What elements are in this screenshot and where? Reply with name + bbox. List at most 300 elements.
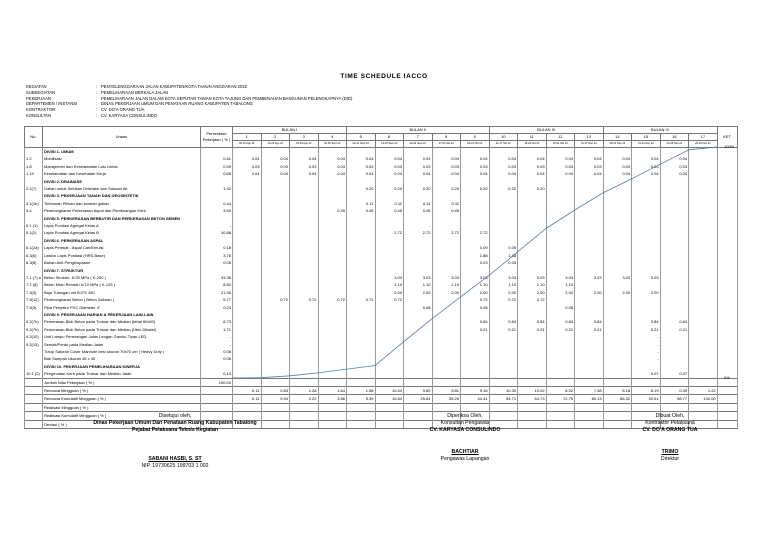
- week-value: [318, 326, 347, 333]
- week-value: [546, 259, 575, 266]
- row-no: [25, 355, 43, 362]
- week-value: 0.04: [347, 155, 376, 162]
- week-value: [489, 333, 518, 340]
- header-week: 12: [546, 134, 575, 141]
- empty-cell: [518, 267, 547, 274]
- table-row: [25, 259, 738, 266]
- empty-cell: [404, 237, 433, 244]
- table-row: [25, 185, 738, 192]
- week-value: [432, 304, 461, 311]
- week-value: [603, 207, 632, 214]
- week-value: [404, 370, 433, 378]
- row-uraian: Keselamatan dan Kesehatan Kerja: [43, 170, 201, 177]
- week-value: [375, 259, 404, 266]
- week-value: [689, 229, 718, 236]
- week-value: 2.00: [575, 289, 604, 296]
- summary-value: [347, 420, 376, 428]
- summary-total: [201, 403, 233, 411]
- week-value: [660, 244, 689, 251]
- empty-cell: [318, 192, 347, 199]
- summary-value: [290, 412, 319, 420]
- week-value: [261, 185, 290, 192]
- week-value: 0.11: [404, 200, 433, 207]
- week-value: [461, 207, 490, 214]
- empty-cell: [201, 148, 233, 156]
- row-uraian: Baja Tulangan ulir BJTS 280: [43, 289, 201, 296]
- week-value: [233, 296, 262, 303]
- signature-role: Pengawas Lapangan: [440, 456, 490, 462]
- row-ket: [717, 185, 737, 192]
- row-no: [25, 148, 43, 156]
- week-value: [689, 200, 718, 207]
- row-no: 2.1(7): [25, 185, 43, 192]
- empty-cell: [717, 192, 737, 199]
- row-uraian: Beton Mutu Rendah fc'10 MPa ( K-125 ): [43, 281, 201, 288]
- week-value: [518, 222, 547, 229]
- week-value: [233, 252, 262, 259]
- week-value: 1.88: [461, 252, 490, 259]
- week-value: [375, 370, 404, 378]
- empty-cell: [375, 192, 404, 199]
- week-value: 0.09: [489, 244, 518, 251]
- row-uraian: Pengecatan Kerb pada Trotoar dan Median Jalan: [43, 370, 201, 378]
- week-value: [518, 348, 547, 355]
- empty-cell: [546, 148, 575, 156]
- empty-cell: [717, 363, 737, 370]
- week-value: 0.45: [375, 207, 404, 214]
- summary-value: 86.32: [603, 395, 632, 403]
- week-value: [261, 333, 290, 340]
- empty-cell: [432, 148, 461, 156]
- empty-cell: [717, 311, 737, 318]
- row-no: 5.1 (1): [25, 222, 43, 229]
- week-value: [318, 244, 347, 251]
- info-value: DINAS PEKERJAAN UMUM DAN PENATAAN RUANG KABUPATEN TABALONG: [101, 101, 253, 107]
- info-value: PENYELENGGARAAN JALAN KABUPATEN/KOTA TAHUN ANGGARAN 2022: [101, 84, 247, 89]
- week-value: [689, 326, 718, 333]
- week-value: [347, 289, 376, 296]
- row-ket: [717, 170, 737, 177]
- week-value: [546, 355, 575, 362]
- row-ket: [717, 318, 737, 325]
- division-row: [25, 148, 738, 156]
- summary-value: [575, 420, 604, 428]
- empty-cell: [432, 178, 461, 185]
- summary-row: [25, 395, 738, 403]
- header-date: 06-15 Agu 22: [233, 141, 262, 148]
- week-value: [689, 304, 718, 311]
- summary-value: [575, 403, 604, 411]
- summary-value: 9.80: [404, 387, 433, 395]
- week-value: [603, 281, 632, 288]
- summary-value: 72.75: [546, 395, 575, 403]
- week-value: [290, 289, 319, 296]
- week-value: [318, 229, 347, 236]
- week-value: 0.04: [660, 170, 689, 177]
- row-no: [25, 395, 43, 403]
- empty-cell: [603, 237, 632, 244]
- week-value: [575, 222, 604, 229]
- week-value: [546, 341, 575, 348]
- week-value: [261, 274, 290, 281]
- table-row: [25, 170, 738, 177]
- row-ket: [717, 333, 737, 340]
- empty-cell: [660, 148, 689, 156]
- week-value: [290, 229, 319, 236]
- week-value: [689, 222, 718, 229]
- week-value: 0.45: [347, 207, 376, 214]
- row-bobot: 10.88: [201, 229, 233, 236]
- week-value: 0.20: [489, 185, 518, 192]
- summary-value: [318, 412, 347, 420]
- week-value: [318, 304, 347, 311]
- summary-value: [347, 412, 376, 420]
- empty-cell: [575, 311, 604, 318]
- schedule-table: [24, 126, 738, 429]
- week-value: -: [632, 341, 661, 348]
- week-value: 0.03: [290, 163, 319, 170]
- row-bobot: 0.59: [201, 163, 233, 170]
- summary-value: [660, 378, 689, 386]
- summary-value: [660, 403, 689, 411]
- info-row: KONTRAKTOR : CV. DO'A ORANG TUA: [26, 107, 145, 113]
- table-row: [25, 348, 738, 355]
- table-row: [25, 155, 738, 162]
- row-no: [25, 387, 43, 395]
- empty-cell: [318, 178, 347, 185]
- project-info: [26, 84, 352, 119]
- header-week: 2: [261, 134, 290, 141]
- week-value: 2.72: [461, 229, 490, 236]
- week-value: [489, 355, 518, 362]
- week-value: [404, 252, 433, 259]
- week-value: [632, 252, 661, 259]
- row-uraian: Beton Struktur, fc'20 MPa ( K-250 ): [43, 274, 201, 281]
- week-value: 0.04: [233, 155, 262, 162]
- week-value: [290, 355, 319, 362]
- week-value: [575, 207, 604, 214]
- empty-cell: [660, 267, 689, 274]
- week-value: [632, 304, 661, 311]
- empty-cell: [518, 178, 547, 185]
- week-value: [632, 259, 661, 266]
- summary-value: [489, 378, 518, 386]
- week-value: [689, 333, 718, 340]
- week-value: [347, 355, 376, 362]
- summary-value: [261, 403, 290, 411]
- table-row: [25, 252, 738, 259]
- week-value: [546, 185, 575, 192]
- table-row: [25, 163, 738, 170]
- week-value: 3.03: [432, 274, 461, 281]
- empty-cell: [261, 237, 290, 244]
- week-value: [404, 326, 433, 333]
- week-value: 0.07: [660, 370, 689, 378]
- summary-total: [201, 395, 233, 403]
- summary-value: 0.11: [233, 395, 262, 403]
- header-date: 29-30 Des 22: [689, 141, 718, 148]
- week-value: [660, 200, 689, 207]
- week-value: [290, 274, 319, 281]
- week-value: 0.84: [518, 318, 547, 325]
- week-value: 3.03: [632, 274, 661, 281]
- header-week: 17: [689, 134, 718, 141]
- info-key: DEPARTEMEN / INSTANSI: [26, 101, 78, 107]
- week-value: 0.21: [518, 326, 547, 333]
- week-value: 0.04: [461, 155, 490, 162]
- row-no: 7.1 (7) a: [26, 274, 41, 280]
- empty-cell: [689, 267, 718, 274]
- week-value: 0.04: [375, 170, 404, 177]
- week-value: 0.03: [575, 163, 604, 170]
- week-value: 0.08: [404, 304, 433, 311]
- week-value: [347, 229, 376, 236]
- empty-cell: [689, 178, 718, 185]
- row-ket: [717, 222, 737, 229]
- empty-cell: [261, 192, 290, 199]
- summary-value: 9.81: [432, 387, 461, 395]
- week-value: [689, 207, 718, 214]
- week-value: [603, 318, 632, 325]
- row-ket: [717, 229, 737, 236]
- week-value: [603, 296, 632, 303]
- week-value: [546, 252, 575, 259]
- row-bobot: 0.68: [201, 170, 233, 177]
- week-value: [347, 222, 376, 229]
- row-uraian: Tutup Saluran Cover Manhole besi ukuran 70x70 cm ( Heavy Duty ): [43, 348, 201, 355]
- row-no: 9.2(7b): [25, 326, 43, 333]
- week-value: [432, 296, 461, 303]
- week-value: [489, 222, 518, 229]
- week-value: [632, 281, 661, 288]
- week-value: 0.20: [518, 185, 547, 192]
- week-value: [347, 281, 376, 288]
- week-value: [632, 222, 661, 229]
- week-value: [432, 341, 461, 348]
- week-value: 0.04: [261, 170, 290, 177]
- division-label: DIVISI 1. UMUM: [43, 148, 201, 156]
- week-value: [290, 244, 319, 251]
- summary-value: [575, 412, 604, 420]
- week-value: 1.10: [518, 281, 547, 288]
- week-value: [290, 200, 319, 207]
- week-value: -: [632, 333, 661, 340]
- empty-cell: [489, 192, 518, 199]
- summary-value: [432, 378, 461, 386]
- empty-cell: [290, 215, 319, 222]
- week-value: 0.72: [318, 296, 347, 303]
- summary-value: 44.41: [461, 395, 490, 403]
- row-ket: [717, 163, 737, 170]
- division-row: [25, 192, 738, 199]
- week-value: [632, 207, 661, 214]
- empty-cell: [546, 311, 575, 318]
- week-value: 2.00: [518, 289, 547, 296]
- summary-value: 10.44: [375, 387, 404, 395]
- week-value: 0.03: [660, 163, 689, 170]
- info-row: KONSULTAN : CV. KARYASA CONSULINDO: [26, 112, 158, 118]
- week-value: [233, 259, 262, 266]
- empty-cell: [290, 363, 319, 370]
- division-row: [25, 215, 738, 222]
- week-value: 0.04: [575, 155, 604, 162]
- row-no: 10.1 (2): [25, 370, 43, 378]
- week-value: 0.21: [575, 326, 604, 333]
- summary-value: [375, 403, 404, 411]
- week-value: [375, 222, 404, 229]
- empty-cell: [432, 311, 461, 318]
- header-date: 15-21 Nop 22: [632, 141, 661, 148]
- week-value: [603, 355, 632, 362]
- week-value: [375, 326, 404, 333]
- row-no: 5.1(2): [25, 229, 43, 236]
- summary-value: [347, 378, 376, 386]
- summary-label: Jumlah Nilai Pekerjaan ( % ): [43, 378, 201, 386]
- empty-cell: [518, 363, 547, 370]
- row-uraian: Lapis Perekat - Aspal Cair/Emulsi: [43, 244, 201, 251]
- row-no: 6.3(8): [25, 259, 43, 266]
- week-value: 0.03: [546, 163, 575, 170]
- week-value: 0.03: [404, 163, 433, 170]
- row-ket: [717, 252, 737, 259]
- signature-name: BACHTIAR: [451, 449, 479, 455]
- row-no: [25, 378, 43, 386]
- week-value: [660, 229, 689, 236]
- division-label: DIVISI 6. PERKERASAN ASPAL: [43, 237, 201, 244]
- signature-org: Dinas Pekerjaan Umum Dan Penataan Ruang Kabupaten Tabalong: [93, 420, 257, 426]
- summary-value: 0.94: [261, 395, 290, 403]
- week-value: [575, 348, 604, 355]
- week-value: [347, 318, 376, 325]
- summary-value: [461, 378, 490, 386]
- week-value: [432, 318, 461, 325]
- week-value: 0.04: [518, 170, 547, 177]
- row-bobot: 8.82: [201, 281, 233, 288]
- empty-cell: [575, 237, 604, 244]
- empty-cell: [632, 148, 661, 156]
- empty-cell: [603, 215, 632, 222]
- table-row: [25, 244, 738, 251]
- empty-cell: [290, 237, 319, 244]
- week-value: [318, 341, 347, 348]
- week-value: [689, 170, 718, 177]
- week-value: [347, 326, 376, 333]
- header-week: 1: [233, 134, 262, 141]
- week-value: [689, 163, 718, 170]
- week-value: [261, 304, 290, 311]
- row-bobot: 0.24: [201, 304, 233, 311]
- page-title: TIME SCHEDULE IACCO: [340, 73, 428, 80]
- signature-org: Konsultan Pengawas: [440, 420, 490, 426]
- week-value: [575, 185, 604, 192]
- division-row: [25, 178, 738, 185]
- week-value: [689, 185, 718, 192]
- row-no: 7.1 (8): [25, 281, 43, 288]
- week-value: [318, 348, 347, 355]
- row-no: 1.8: [25, 163, 43, 170]
- week-value: 0.04: [318, 170, 347, 177]
- empty-cell: [489, 237, 518, 244]
- summary-value: [575, 378, 604, 386]
- week-value: [660, 304, 689, 311]
- week-value: [290, 370, 319, 378]
- week-value: [660, 341, 689, 348]
- week-value: [233, 200, 262, 207]
- summary-value: [290, 420, 319, 428]
- header-date: 23-29 Agu 22: [290, 141, 319, 148]
- week-value: 2.00: [375, 289, 404, 296]
- axis-label-0: 0%: [724, 375, 730, 380]
- table-row: [25, 326, 738, 333]
- division-label: DIVISI 3. PEKERJAAN TANAH DAN GEOSINTETIK: [43, 192, 201, 199]
- week-value: [404, 259, 433, 266]
- row-no: [25, 420, 43, 428]
- row-bobot: 0.14: [201, 370, 233, 378]
- empty-cell: [660, 311, 689, 318]
- week-value: 3.03: [404, 274, 433, 281]
- empty-cell: [432, 215, 461, 222]
- empty-cell: [233, 363, 262, 370]
- week-value: 0.03: [318, 163, 347, 170]
- week-value: 0.03: [632, 163, 661, 170]
- empty-cell: [404, 178, 433, 185]
- empty-cell: [347, 237, 376, 244]
- week-value: [546, 222, 575, 229]
- summary-value: [546, 378, 575, 386]
- info-value: PEMELIHARAAN BERKALA JALAN: [101, 89, 169, 95]
- row-ket: [717, 355, 737, 362]
- week-value: [318, 222, 347, 229]
- row-ket: [717, 244, 737, 251]
- week-value: 0.04: [404, 155, 433, 162]
- empty-cell: [546, 363, 575, 370]
- week-value: [603, 348, 632, 355]
- week-value: [489, 348, 518, 355]
- week-value: 1.88: [489, 252, 518, 259]
- summary-label: Realisasi Kumulatif Mingguan ( % ): [43, 412, 201, 420]
- week-value: 0.84: [575, 318, 604, 325]
- empty-cell: [233, 178, 262, 185]
- info-value: CV. KARYASA CONSULINDO: [101, 112, 158, 118]
- week-value: 0.72: [347, 296, 376, 303]
- week-value: 1.10: [404, 281, 433, 288]
- summary-value: 98.77: [660, 395, 689, 403]
- week-value: [689, 348, 718, 355]
- week-value: [461, 341, 490, 348]
- week-value: 0.72: [518, 296, 547, 303]
- week-value: [632, 200, 661, 207]
- table-row: [25, 281, 738, 288]
- row-uraian: Perkerasan Blok Beton pada Trotoar dan Median (Ubin Difabel): [43, 326, 201, 333]
- week-value: 0.04: [518, 155, 547, 162]
- week-value: 0.20: [375, 185, 404, 192]
- signature-approver: [60, 413, 290, 470]
- week-value: [261, 200, 290, 207]
- row-bobot: 1.71: [201, 326, 233, 333]
- row-bobot: 5.77: [201, 296, 233, 303]
- week-value: [347, 348, 376, 355]
- week-value: [660, 185, 689, 192]
- empty-cell: [660, 215, 689, 222]
- week-value: [233, 222, 262, 229]
- summary-value: 80.13: [575, 395, 604, 403]
- header-date: 04-10 Okt 22: [461, 141, 490, 148]
- empty-cell: [347, 192, 376, 199]
- table-row: [25, 318, 738, 325]
- empty-cell: [660, 192, 689, 199]
- empty-cell: [575, 363, 604, 370]
- week-value: 1.10: [546, 281, 575, 288]
